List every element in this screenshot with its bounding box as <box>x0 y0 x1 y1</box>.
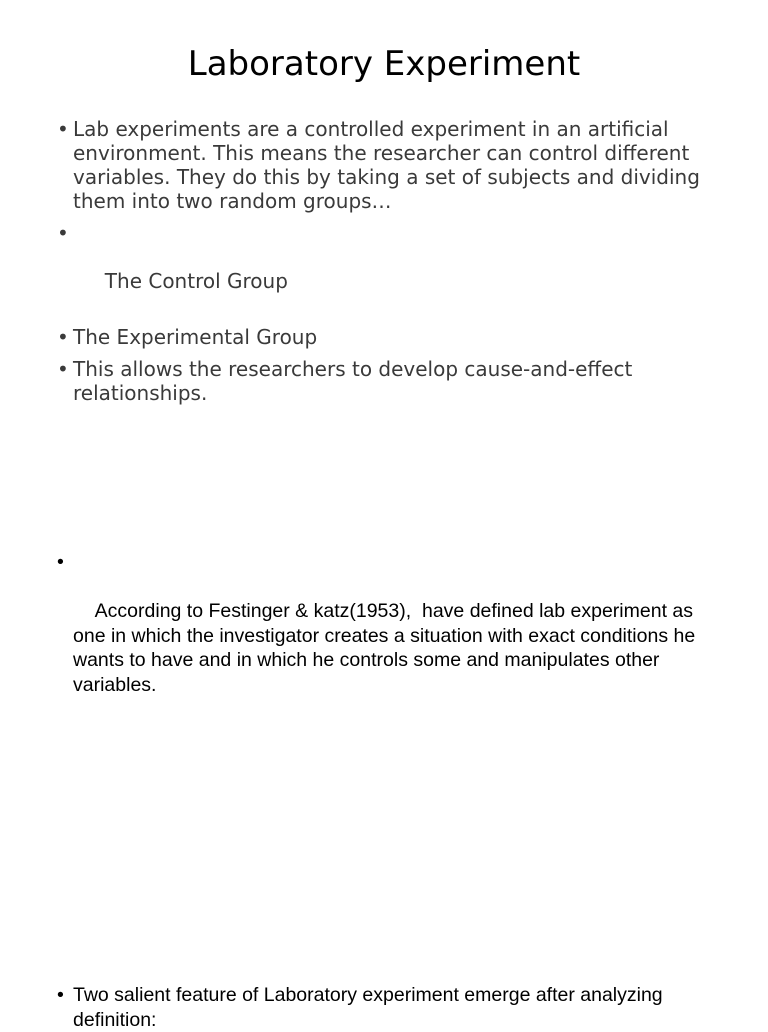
bullet-icon: • <box>57 117 69 141</box>
list-item <box>57 983 722 1032</box>
bullet-icon: • <box>57 551 64 573</box>
list-item-text: Lab experiments are a controlled experiment in an artificial environment. This means the researcher can control different variables. They do this by taking a set of subjects and dividing them into two random groups… <box>73 117 700 213</box>
bullet-list-intro <box>57 117 717 413</box>
list-item-text: According to Festinger & katz(1953), have defined lab experiment as one in which the investigator creates a situation with exact conditions he wants to have and in which he controls some and manipulates other variables. <box>73 600 701 696</box>
list-item-text: This allows the researchers to develop cause-and-effect relationships. <box>73 357 633 405</box>
bullet-list-definition <box>57 550 722 722</box>
bullet-icon: • <box>57 984 64 1006</box>
list-item <box>57 117 717 213</box>
page-title: Laboratory Experiment <box>187 44 581 84</box>
list-item <box>57 550 722 722</box>
list-item <box>57 357 717 405</box>
list-item <box>57 221 717 317</box>
bullet-icon: • <box>57 357 69 381</box>
list-item-text: The Control Group <box>98 269 288 293</box>
bullet-icon: • <box>57 325 69 349</box>
bullet-list-features <box>57 983 722 1032</box>
list-item <box>57 325 717 349</box>
list-item-text: Two salient feature of Laboratory experiment emerge after analyzing definition: <box>73 984 663 1031</box>
list-item-text: The Experimental Group <box>73 325 318 349</box>
bullet-icon: • <box>57 221 69 245</box>
